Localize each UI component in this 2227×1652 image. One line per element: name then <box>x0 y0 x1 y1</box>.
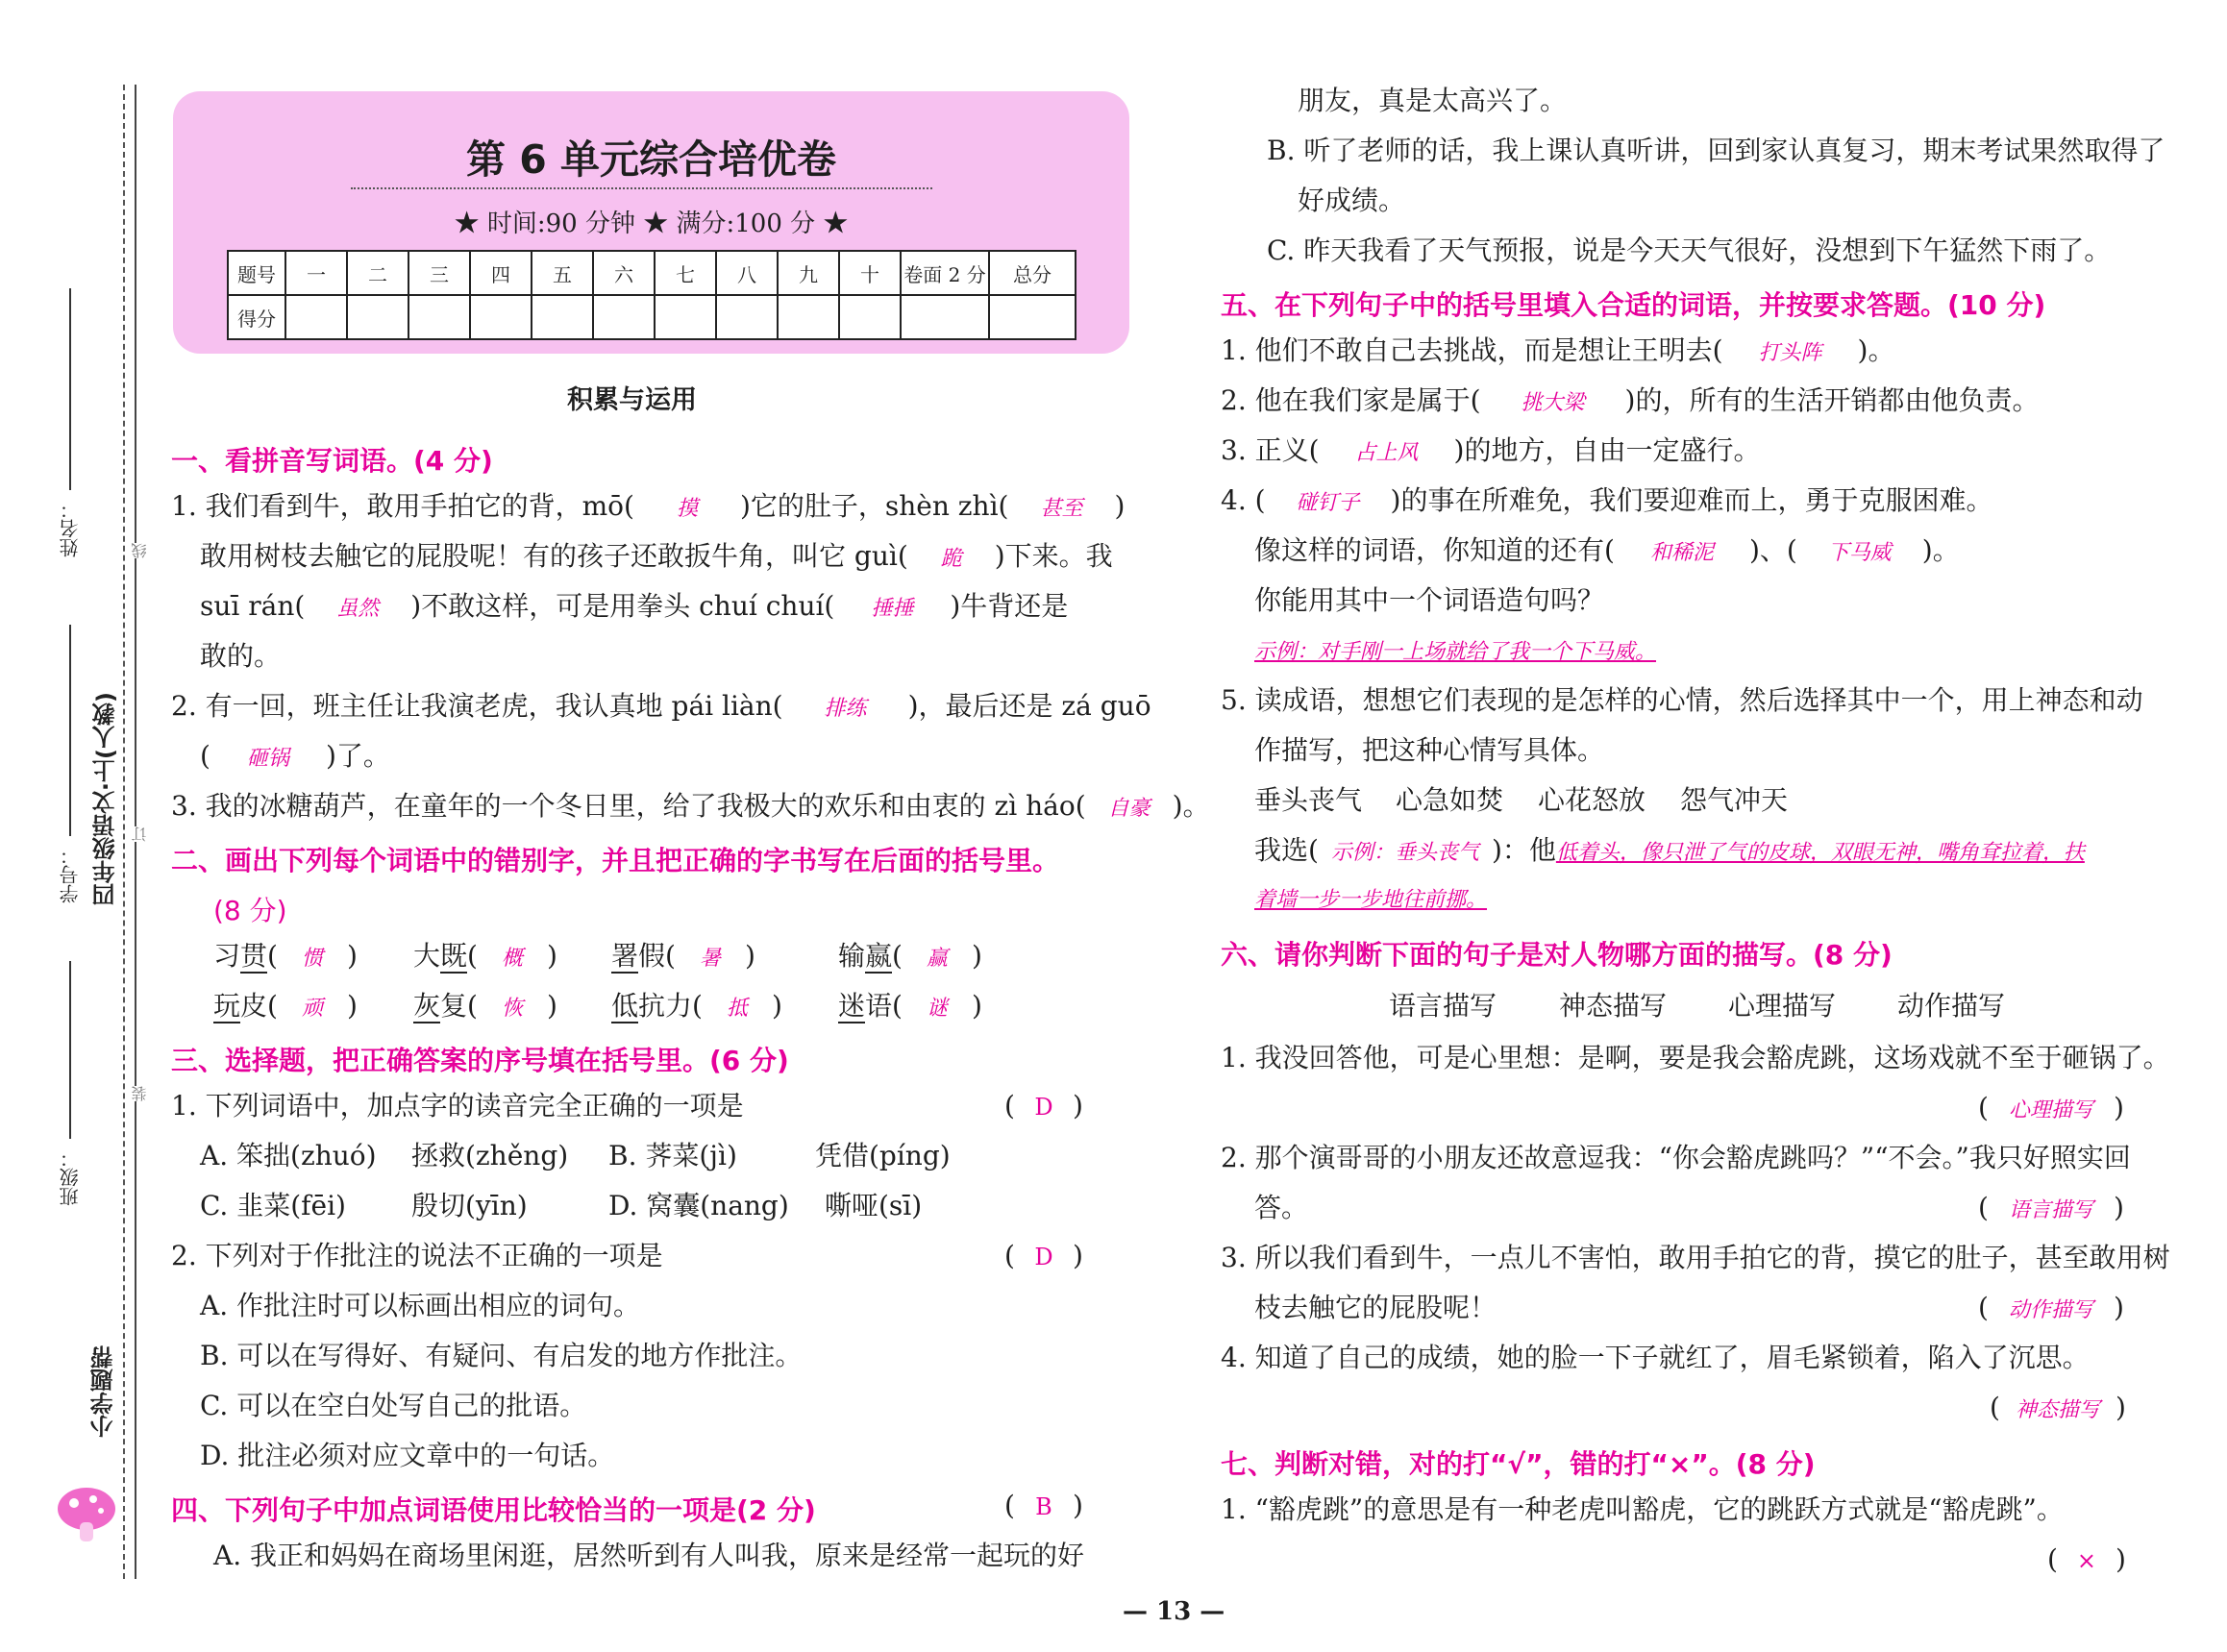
idiom-item: 心花怒放 <box>1538 784 1646 816</box>
cut-mark-zhuang: 装 <box>131 1086 149 1101</box>
answer-tiaodaliang: 挑大梁 <box>1521 391 1585 415</box>
typo-correct-char: 概 <box>501 947 523 971</box>
score-header-cell: 七 <box>655 251 716 295</box>
score-header-cell: 一 <box>285 251 347 295</box>
c1-option-c2: 殷切(yīn) <box>411 1190 528 1221</box>
answer-zihao: 自豪 <box>1107 797 1151 821</box>
typo-wrong-char: 灰 <box>413 990 441 1022</box>
answer-shenzhi: 甚至 <box>1040 497 1083 521</box>
section-6-heading: 六、请你判断下面的句子是对人物哪方面的描写。(8 分) <box>1221 939 1893 971</box>
answer-xiamawei: 下马威 <box>1827 541 1892 565</box>
f1-line: 1. 他们不敢自己去挑战，而是想让王明去( 打头阵 )。 <box>1221 334 1895 366</box>
j2-answer: ( 语言描写 ) <box>1978 1192 2124 1223</box>
score-input-cell[interactable] <box>655 295 716 339</box>
typo-wrong-char: 贯 <box>240 940 268 972</box>
name-label: 姓名： <box>59 500 82 557</box>
score-input-cell[interactable] <box>408 295 470 339</box>
j4-line: 4. 知道了自己的成绩，她的脸一下子就红了，眉毛紧锁着，陷入了沉思。 <box>1221 1342 2090 1373</box>
class-label: 班级： <box>59 1148 82 1206</box>
r-line-3: 好成绩。 <box>1298 185 1406 216</box>
j4-answer: ( 神态描写 ) <box>1990 1392 2126 1423</box>
section-2-score: (8 分) <box>213 895 287 926</box>
s4-option-a: A. 我正和妈妈在商场里闲逛，居然听到有人叫我，原来是经常一起玩的好 <box>213 1540 1085 1571</box>
f2-line: 2. 他在我们家是属于( 挑大梁 )的，所有的生活开销都由他负责。 <box>1221 384 2040 416</box>
typo-word-item: 习贯( 惯 ) <box>213 940 358 972</box>
q2-line-b: ( 砸锅 )了。 <box>200 740 390 772</box>
c1-option-b2: 凭借(píng) <box>815 1140 951 1171</box>
q1-line-c: suī rán( 虽然 )不敢这样，可是用拳头 chuí chuí( 捶捶 )牛背还是 <box>200 590 1069 622</box>
typo-correct-char: 暑 <box>699 947 721 971</box>
r-line-2: B. 听了老师的话，我上课认真听讲，回到家认真复习，期末考试果然取得了 <box>1267 135 2165 166</box>
id-label: 学号： <box>59 846 82 903</box>
j1-answer: ( 心理描写 ) <box>1978 1092 2124 1123</box>
answer-pailian: 排练 <box>824 697 867 721</box>
q1-line-a: 1. 我们看到牛，敢用手拍它的背，mō( 摸 )它的肚子，shèn zhì( 甚至 ) <box>171 490 1126 522</box>
page-number: — 13 — <box>1123 1597 1225 1626</box>
header-panel <box>173 91 1129 354</box>
idiom-item: 心急如焚 <box>1396 784 1504 816</box>
score-header-cell: 八 <box>716 251 778 295</box>
typo-correct-char: 赢 <box>926 947 948 971</box>
c2-stem: 2. 下列对于作批注的说法不正确的一项是 <box>171 1240 663 1271</box>
r-line-1: 朋友，真是太高兴了。 <box>1298 85 1568 116</box>
f4-line: 4. ( 碰钉子 )的事在所难免，我们要迎难而上，勇于克服困难。 <box>1221 484 1993 516</box>
typo-word-item: 灰复( 恢 ) <box>413 990 557 1022</box>
description-type-item: 心理描写 <box>1728 990 1837 1022</box>
score-row-label: 得分 <box>228 295 285 339</box>
answer-chuichui: 捶捶 <box>871 597 914 621</box>
answer-description-cont: 着墙一步一步地往前挪。 <box>1254 888 1488 912</box>
typo-wrong-char: 既 <box>440 940 468 972</box>
typo-wrong-char: 迷 <box>838 990 866 1022</box>
score-header-cell: 总分 <box>989 251 1076 295</box>
f5c-line: 我选( 示例：垂头丧气 )：他低着头，像只泄了气的皮球，双眼无神，嘴角耷拉着，扶 <box>1254 834 2085 866</box>
score-header-cell: 二 <box>347 251 408 295</box>
name-blank <box>69 288 71 490</box>
description-type-item: 动作描写 <box>1897 990 2006 1022</box>
score-input-cell[interactable] <box>593 295 655 339</box>
answer-choice: 示例：垂头丧气 <box>1330 841 1479 865</box>
description-type-item: 神态描写 <box>1559 990 1668 1022</box>
typo-word-item: 大既( 概 ) <box>413 940 557 972</box>
score-input-cell[interactable] <box>989 295 1076 339</box>
answer-gui: 跪 <box>940 547 962 571</box>
q1-line-d: 敢的。 <box>200 640 282 672</box>
q3-line: 3. 我的冰糖葫芦，在童年的一个冬日里，给了我极大的欢乐和由衷的 zì háo( 自豪 )。 <box>171 790 1210 822</box>
exam-meta: ★ 时间:90 分钟 ★ 满分:100 分 ★ <box>454 210 849 238</box>
score-input-cell[interactable] <box>532 295 593 339</box>
j3-line: 3. 所以我们看到牛，一点儿不害怕，敢用手拍它的背，摸它的肚子，甚至敢用树 <box>1221 1242 2170 1273</box>
answer-zaguo: 砸锅 <box>246 747 289 771</box>
answer-datouzhen: 打头阵 <box>1758 341 1822 365</box>
score-input-cell[interactable] <box>470 295 532 339</box>
id-blank <box>69 625 71 836</box>
score-input-cell[interactable] <box>778 295 839 339</box>
j1-line: 1. 我没回答他，可是心里想：是啊，要是我会豁虎跳，这场戏就不至于砸锅了。 <box>1221 1042 2170 1073</box>
c2-option-b: B. 可以在写得好、有疑问、有启发的地方作批注。 <box>200 1340 803 1371</box>
j3-answer: ( 动作描写 ) <box>1978 1292 2124 1323</box>
typo-word-item: 输嬴( 赢 ) <box>838 940 982 972</box>
class-blank <box>69 961 71 1139</box>
score-header-cell: 五 <box>532 251 593 295</box>
j2-line: 2. 那个演哥哥的小朋友还故意逗我：“你会豁虎跳吗？”“不会。”我只好照实回 <box>1221 1142 2131 1173</box>
score-table <box>227 250 1076 340</box>
c1-option-c: C. 韭菜(fēi) <box>200 1190 346 1221</box>
typo-correct-char: 惯 <box>301 947 323 971</box>
answer-pengdingzi: 碰钉子 <box>1296 491 1360 515</box>
score-header-cell: 卷面 2 分 <box>901 251 989 295</box>
score-header-cell: 九 <box>778 251 839 295</box>
answer-mo: 摸 <box>676 497 698 521</box>
score-input-cell[interactable] <box>839 295 901 339</box>
c1-option-a2: 拯救(zhěng) <box>411 1140 569 1171</box>
typo-correct-char: 抵 <box>726 997 748 1021</box>
c1-option-d2: 嘶哑(sī) <box>825 1190 923 1221</box>
score-input-cell[interactable] <box>285 295 347 339</box>
f5-line: 5. 读成语，想想它们表现的是怎样的心情，然后选择其中一个，用上神态和动 <box>1221 684 2143 716</box>
f5b-line: 作描写，把这种心情写具体。 <box>1254 734 1605 766</box>
c1-stem: 1. 下列词语中，加点字的读音完全正确的一项是 <box>171 1090 744 1122</box>
answer-description: 低着头，像只泄了气的皮球，双眼无神，嘴角耷拉着，扶 <box>1555 841 2085 865</box>
typo-correct-char: 恢 <box>501 997 523 1021</box>
score-header-cell: 三 <box>408 251 470 295</box>
c2-option-a: A. 作批注时可以标画出相应的词句。 <box>200 1290 641 1321</box>
q1-line-b: 敢用树枝去触它的屁股呢！有的孩子还敢扳牛角，叫它 guì( 跪 )下来。我 <box>200 540 1113 572</box>
typo-word-item: 低抗力( 抵 ) <box>611 990 782 1022</box>
score-input-cell[interactable] <box>347 295 408 339</box>
idiom-item: 垂头丧气 <box>1254 784 1363 816</box>
j2b-line: 答。 <box>1254 1192 1309 1223</box>
typo-wrong-char: 署 <box>611 940 639 972</box>
score-header-cell: 题号 <box>228 251 285 295</box>
c2-option-d: D. 批注必须对应文章中的一句话。 <box>200 1440 615 1471</box>
section-4-heading: 四、下列句子中加点词语使用比较恰当的一项是(2 分) <box>171 1494 816 1526</box>
c2-answer: ( D ) <box>1004 1240 1083 1271</box>
c2-option-c: C. 可以在空白处写自己的批语。 <box>200 1390 587 1421</box>
s4-answer: ( B ) <box>1004 1490 1083 1521</box>
typo-wrong-char: 嬴 <box>865 940 893 972</box>
typo-word-item: 玩皮( 顽 ) <box>213 990 358 1022</box>
cut-mark-ding: 订 <box>131 826 149 842</box>
q2-line-a: 2. 有一回，班主任让我演老虎，我认真地 pái liàn( 排练 )，最后还是 zá guō <box>171 690 1151 722</box>
cut-mark-xian: 线 <box>131 543 149 558</box>
typo-wrong-char: 低 <box>611 990 639 1022</box>
typo-word-item: 署假( 暑 ) <box>611 940 755 972</box>
description-type-item: 语言描写 <box>1389 990 1497 1022</box>
answer-hexini: 和稀泥 <box>1649 541 1714 565</box>
section-5-heading: 五、在下列句子中的括号里填入合适的词语，并按要求答题。(10 分) <box>1221 289 2046 321</box>
c1-option-a: A. 笨拙(zhuó) <box>200 1140 377 1171</box>
typo-correct-char: 谜 <box>926 997 948 1021</box>
section-1-heading: 一、看拼音写词语。(4 分) <box>171 445 493 477</box>
c1-answer: ( D ) <box>1004 1090 1083 1122</box>
section-3-heading: 三、选择题，把正确答案的序号填在括号里。(6 分) <box>171 1045 789 1076</box>
score-input-cell[interactable] <box>716 295 778 339</box>
r-line-4: C. 昨天我看了天气预报，说是今天天气很好，没想到下午猛然下雨了。 <box>1267 234 2112 266</box>
score-header-cell: 十 <box>839 251 901 295</box>
score-input-cell[interactable] <box>901 295 989 339</box>
f4b-line: 像这样的词语，你知道的还有( 和稀泥 )、( 下马威 )。 <box>1254 534 1960 566</box>
title-divider <box>351 187 932 189</box>
answer-zhanshangfeng: 占上风 <box>1354 441 1419 465</box>
section-7-heading: 七、判断对错，对的打“√”，错的打“×”。(8 分) <box>1221 1448 1816 1480</box>
typo-correct-char: 顽 <box>301 997 323 1021</box>
typo-wrong-char: 玩 <box>213 990 241 1022</box>
part-heading: 积累与运用 <box>567 385 697 415</box>
f4c-line: 你能用其中一个词语造句吗？ <box>1254 584 1605 616</box>
c1-option-b: B. 荠菜(jì) <box>608 1140 737 1171</box>
score-header-cell: 四 <box>470 251 532 295</box>
j3b-line: 枝去触它的屁股呢！ <box>1254 1292 1497 1323</box>
idiom-item: 怨气冲天 <box>1680 784 1789 816</box>
f4-example-answer: 示例：对手刚一上场就给了我一个下马威。 <box>1254 640 1657 664</box>
page-title: 第 6 单元综合培优卷 <box>465 136 837 183</box>
t1-line: 1. “豁虎跳”的意思是有一种老虎叫豁虎，它的跳跃方式就是“豁虎跳”。 <box>1221 1493 2064 1525</box>
score-header-cell: 六 <box>593 251 655 295</box>
c1-option-d: D. 窝囊(nang) <box>608 1190 789 1221</box>
section-2-heading: 二、画出下列每个词语中的错别字，并且把正确的字书写在后面的括号里。 <box>171 845 1060 876</box>
typo-word-item: 迷语( 谜 ) <box>838 990 982 1022</box>
book-label: 四年级语文·上(人教) <box>92 692 119 907</box>
f3-line: 3. 正义( 占上风 )的地方，自由一定盛行。 <box>1221 434 1761 466</box>
cut-line-dashed <box>123 85 125 1579</box>
mushroom-logo-icon <box>53 1480 120 1547</box>
t1-answer: ( × ) <box>2047 1543 2126 1575</box>
brand-label: 小学题帮 <box>90 1345 117 1438</box>
answer-suiran: 虽然 <box>336 597 380 621</box>
